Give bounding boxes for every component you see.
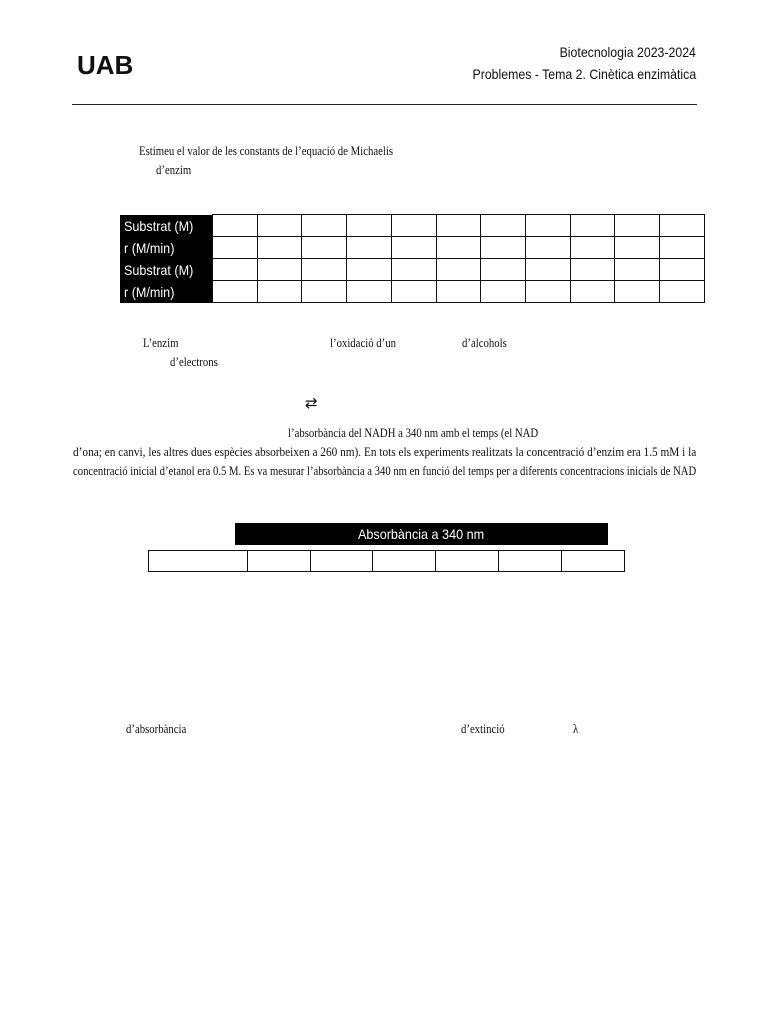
table-cell	[258, 237, 302, 259]
section2-word-oxidacio: l’oxidació d’un	[330, 336, 396, 350]
table-cell	[526, 259, 571, 281]
course-title: Biotecnologia 2023-2024	[559, 44, 696, 60]
table-cell	[571, 237, 615, 259]
table-cell	[481, 237, 526, 259]
table-row	[149, 551, 625, 572]
table-cell	[392, 237, 437, 259]
table-cell	[302, 237, 347, 259]
table-cell	[562, 551, 625, 572]
document-subtitle: Problemes - Tema 2. Cinètica enzimàtica	[472, 66, 696, 82]
table-row	[120, 281, 705, 303]
table-cell	[660, 237, 705, 259]
table-cell	[258, 215, 302, 237]
absorbance-table	[148, 550, 625, 572]
table-cell	[436, 551, 499, 572]
section3-lambda-symbol: λ	[573, 722, 579, 736]
absorbance-table-header: Absorbància a 340 nm	[235, 523, 608, 545]
reaction-equilibrium-arrow: ⇄	[305, 394, 318, 412]
table-cell	[660, 215, 705, 237]
table-cell	[392, 281, 437, 303]
table-cell	[347, 281, 392, 303]
row-label: Substrat (M)	[120, 259, 213, 281]
table-cell	[526, 215, 571, 237]
table-cell	[258, 281, 302, 303]
table-cell	[311, 551, 373, 572]
row-label: r (M/min)	[120, 281, 213, 303]
table-cell	[258, 259, 302, 281]
table-cell	[149, 551, 248, 572]
table-cell	[392, 215, 437, 237]
table-cell	[481, 259, 526, 281]
table-cell	[213, 259, 258, 281]
table-cell	[526, 281, 571, 303]
table-cell	[660, 259, 705, 281]
table-cell	[615, 215, 660, 237]
section2-paragraph-line1: d’ona; en canvi, les altres dues espècies absorbeixen a 260 nm). En tots els experiments realitzats la concentració d’enzim era 1.5 mM i la	[73, 445, 697, 459]
table-cell	[499, 551, 562, 572]
section2-absorbance-line: l’absorbància del NADH a 340 nm amb el temps (el NAD	[288, 426, 539, 440]
table-cell	[437, 215, 481, 237]
section3-word-absorbancia: d’absorbància	[126, 722, 187, 736]
table-cell	[660, 281, 705, 303]
section2-word-alcohols: d’alcohols	[462, 336, 507, 350]
table-row	[120, 237, 705, 259]
table-cell	[437, 259, 481, 281]
header-divider	[72, 104, 697, 105]
table-cell	[571, 215, 615, 237]
row-label: r (M/min)	[120, 237, 213, 259]
table-cell	[526, 237, 571, 259]
table-cell	[213, 281, 258, 303]
table-cell	[615, 281, 660, 303]
uab-logo: UAB	[77, 50, 134, 80]
table-cell	[481, 215, 526, 237]
table-cell	[615, 237, 660, 259]
table-cell	[347, 259, 392, 281]
section1-line1: Estimeu el valor de les constants de l’equació de Michaelis	[139, 144, 394, 158]
table-cell	[392, 259, 437, 281]
table-cell	[571, 259, 615, 281]
section2-word-electrons: d’electrons	[170, 355, 218, 369]
table-cell	[347, 237, 392, 259]
table-cell	[302, 259, 347, 281]
table-cell	[347, 215, 392, 237]
table-cell	[481, 281, 526, 303]
table-cell	[437, 281, 481, 303]
section2-word-enzim: L’enzim	[143, 336, 179, 350]
section1-line2: d’enzim	[156, 163, 192, 177]
substrate-rate-table	[120, 214, 705, 303]
table-cell	[213, 237, 258, 259]
table-row	[120, 259, 705, 281]
table-cell	[213, 215, 258, 237]
table-cell	[373, 551, 436, 572]
table-cell	[615, 259, 660, 281]
table-cell	[437, 237, 481, 259]
table-cell	[248, 551, 311, 572]
table-cell	[302, 215, 347, 237]
table-cell	[302, 281, 347, 303]
section2-paragraph-line2: concentració inicial d’etanol era 0.5 M. Es va mesurar l’absorbància a 340 nm en funció del temps per a diferents concentracions inicials de NAD	[73, 464, 697, 478]
row-label: Substrat (M)	[120, 215, 213, 237]
section3-word-extincio: d’extinció	[461, 722, 505, 736]
table-row	[120, 215, 705, 237]
table-cell	[571, 281, 615, 303]
